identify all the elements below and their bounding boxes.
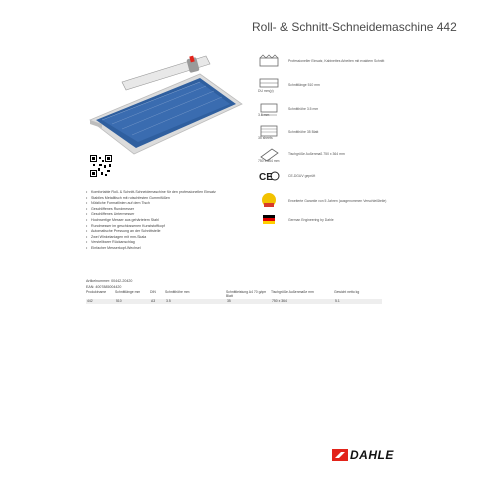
bullet-item: • Komfortable Roll- & Schnitt-Schneidemaschine für den professionellen Einsatz: [86, 190, 256, 196]
feature-icon-label: 35 sheets: [258, 136, 273, 140]
table-cell: 3.5: [165, 299, 226, 304]
feature-item: [258, 167, 316, 185]
table-cell: 750 x 364: [271, 299, 334, 304]
table-cell: 510: [115, 299, 150, 304]
feature-text: Schnittlänge 510 mm: [288, 82, 320, 87]
feature-text: Professioneller Einsatz, Kabinettes Arbeiten mit exaktem Schnitt: [288, 58, 385, 63]
bullet-item: • Geschliffenes Untermesser: [86, 212, 256, 218]
feature-bullet-list: [86, 190, 256, 252]
bullet-item: • Rundmesser im geschlossenen Kunststoffkopf: [86, 224, 256, 230]
feature-text: Tischgröße Außenmaß 750 x 364 mm: [288, 151, 345, 156]
table-header: Schnitthöhe mm: [165, 290, 190, 294]
feature-text: Schnitthöhe 3.5 mm: [288, 106, 319, 111]
bullet-item: • Verstellbarer Rückanschlag: [86, 240, 256, 246]
dahle-logo: [332, 448, 394, 462]
product-title: Roll- & Schnitt-Schneidemaschine 442: [252, 20, 457, 34]
article-number: Artikelnummer: 00442-20420: [86, 279, 133, 283]
table-row: [86, 299, 382, 304]
table-header: Gewicht netto kg: [334, 290, 360, 294]
table-cell: A3: [150, 299, 165, 304]
germany-flag-icon: [258, 211, 280, 229]
table-header-row: [86, 290, 382, 299]
logo-text: DAHLE: [350, 448, 394, 462]
bullet-item: • Hochwertige Messer aus gehärtetem Stahl: [86, 218, 256, 224]
table-header: Tischgröße Außenmaße mm: [271, 290, 314, 294]
dahle-logo-mark-icon: [332, 449, 348, 461]
bullet-item: • Einfacher Messerkopf-Wechsel: [86, 246, 256, 252]
feature-icon-label: DU mm(p): [258, 89, 274, 93]
feature-text: Erweiterte Garantie von 5 Jahren (ausgenommen Verschleißteile): [288, 198, 387, 203]
bullet-item: • Zwei Winkelanlagen mit mm-Skala: [86, 235, 256, 241]
table-header: DIN: [150, 290, 156, 294]
bullet-item: • Automatische Pressung an der Schnittstelle: [86, 229, 256, 235]
feature-icon-label: 3.5 mm: [258, 113, 270, 117]
table-cell: 35: [226, 299, 271, 304]
feature-item: [258, 52, 385, 70]
table-header: Schnittleistung A4 70 g/qm Blatt: [226, 290, 267, 298]
table-cell: 5.1: [334, 299, 382, 304]
feature-item: [258, 192, 387, 210]
feature-item: [258, 145, 345, 163]
ean-number: EAN: 4007885004420: [86, 284, 122, 289]
table-cell: 442: [86, 299, 115, 304]
qr-code-image: [90, 155, 112, 177]
bullet-item: • Stabiles Metalltisch mit rutschfesten Gummifüßen: [86, 196, 256, 202]
article-info: [86, 279, 132, 290]
ce-gs-certification-icon: [258, 167, 280, 185]
guarantee-badge-icon: [258, 192, 280, 210]
feature-item: [258, 123, 319, 141]
feature-icon-label: 750 x 364 mm: [258, 159, 280, 163]
feature-item: [258, 76, 320, 94]
svg-text:CE: CE: [259, 172, 273, 183]
paper-cutter-image: [82, 52, 247, 157]
bullet-item: • Nützliche Formatlinien auf dem Tisch: [86, 201, 256, 207]
table-header: Schnittlänge mm: [115, 290, 141, 294]
feature-text: Schnitthöhe 35 Blatt: [288, 129, 319, 134]
spec-table: [86, 290, 382, 304]
table-header: Produktname: [86, 290, 107, 294]
feature-item: [258, 100, 319, 118]
feature-text: CE-DGUV geprüft: [288, 173, 316, 178]
feature-text: German Engineering by Dahle: [288, 217, 334, 222]
bullet-item: • Geschliffenes Rundmesser: [86, 207, 256, 213]
feature-item: [258, 211, 334, 229]
cutter-blade-icon: [258, 52, 280, 70]
